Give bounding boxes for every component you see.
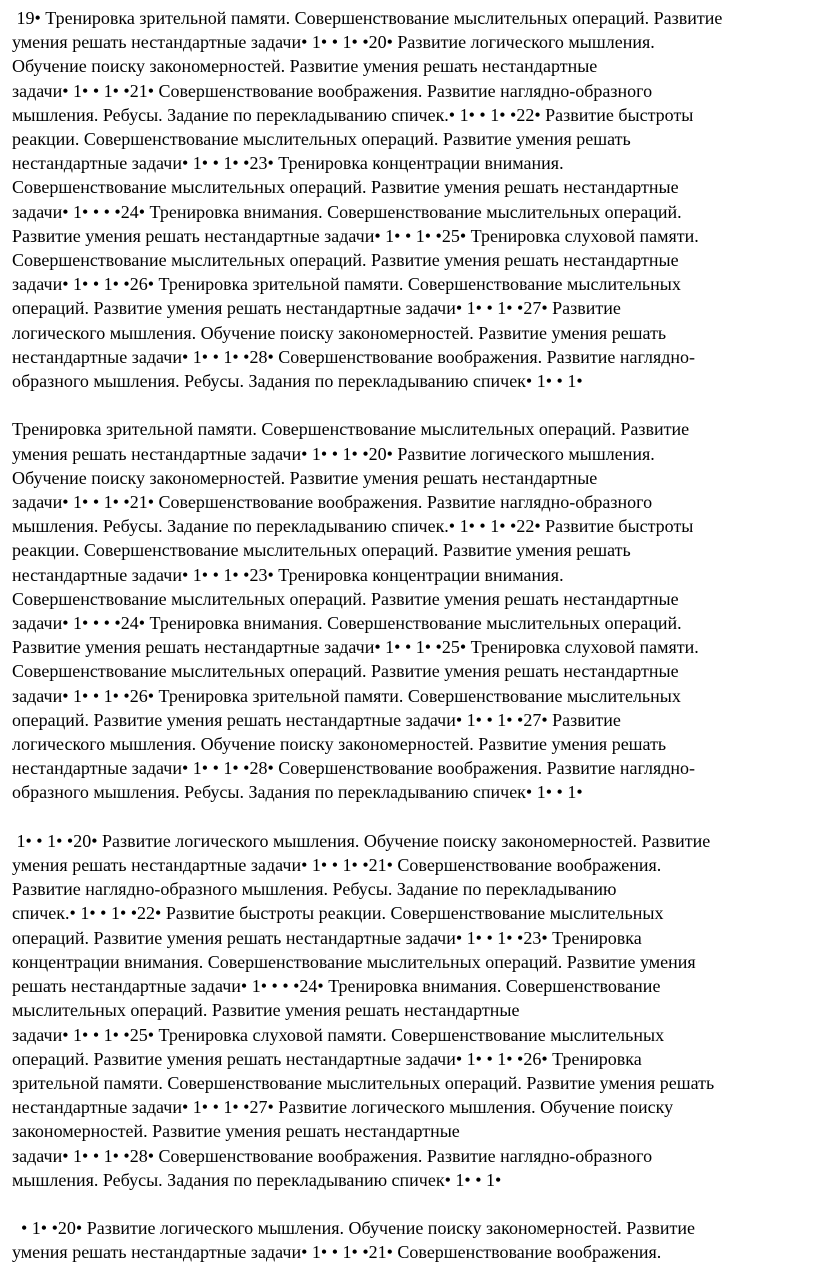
text-line: 19• Тренировка зрительной памяти. Совершенствование мыслительных операций. Развитие: [12, 8, 723, 28]
text-line: задачи• 1• • • •24• Тренировка внимания. Совершенствование мыслительных операций.: [12, 201, 682, 222]
text-line: реакции. Совершенствование мыслительных операций. Развитие умения решать: [12, 540, 631, 561]
text-line: концентрации внимания. Совершенствование мыслительных операций. Развитие умения: [12, 951, 696, 972]
text-line: умения решать нестандартные задачи• 1• • 1• •21• Совершенствование воображения.: [12, 1242, 662, 1263]
text-line: 1• • 1• •20• Развитие логического мышления. Обучение поиску закономерностей. Развитие: [12, 830, 711, 851]
text-line: Развитие умения решать нестандартные задачи• 1• • 1• •25• Тренировка слуховой памяти.: [12, 637, 699, 658]
text-line: задачи• 1• • 1• •28• Совершенствование воображения. Развитие наглядно-образного: [12, 1145, 653, 1166]
text-line: образного мышления. Ребусы. Задания по перекладыванию спичек• 1• • 1•: [12, 371, 583, 392]
text-line: мышления. Ребусы. Задание по перекладыванию спичек.• 1• • 1• •22• Развитие быстроты: [12, 104, 694, 125]
paragraph-3: [12, 829, 802, 1192]
paragraph-spacer: [12, 393, 802, 417]
text-line: Обучение поиску закономерностей. Развитие умения решать нестандартные: [12, 56, 598, 77]
text-line: • 1• •20• Развитие логического мышления. Обучение поиску закономерностей. Развитие: [12, 1218, 695, 1239]
text-line: операций. Развитие умения решать нестандартные задачи• 1• • 1• •23• Тренировка: [12, 927, 642, 948]
text-line: логического мышления. Обучение поиску закономерностей. Развитие умения решать: [12, 734, 667, 755]
text-line: реакции. Совершенствование мыслительных операций. Развитие умения решать: [12, 129, 631, 150]
paragraph-2: [12, 417, 802, 804]
text-line: нестандартные задачи• 1• • 1• •28• Совершенствование воображения. Развитие наглядно-: [12, 346, 696, 367]
text-line: Совершенствование мыслительных операций. Развитие умения решать нестандартные: [12, 250, 679, 271]
text-line: умения решать нестандартные задачи• 1• • 1• •20• Развитие логического мышления.: [12, 443, 655, 464]
text-line: Обучение поиску закономерностей. Развитие умения решать нестандартные: [12, 467, 598, 488]
text-line: закономерностей. Развитие умения решать нестандартные: [12, 1121, 460, 1142]
text-line: задачи• 1• • 1• •26• Тренировка зрительной памяти. Совершенствование мыслительных: [12, 685, 681, 706]
text-line: спичек.• 1• • 1• •22• Развитие быстроты реакции. Совершенствование мыслительных: [12, 903, 664, 924]
text-line: нестандартные задачи• 1• • 1• •28• Совершенствование воображения. Развитие наглядно-: [12, 758, 696, 779]
text-line: образного мышления. Ребусы. Задания по перекладыванию спичек• 1• • 1•: [12, 782, 583, 803]
text-line: задачи• 1• • • •24• Тренировка внимания. Совершенствование мыслительных операций.: [12, 613, 682, 634]
paragraph-4: [12, 1216, 802, 1264]
text-line: мышления. Ребусы. Задания по перекладыванию спичек• 1• • 1•: [12, 1169, 502, 1190]
text-line: решать нестандартные задачи• 1• • • •24• Тренировка внимания. Совершенствование: [12, 976, 661, 997]
text-line: нестандартные задачи• 1• • 1• •27• Развитие логического мышления. Обучение поиску: [12, 1097, 674, 1118]
paragraph-spacer: [12, 805, 802, 829]
paragraph-spacer: [12, 1192, 802, 1216]
text-line: Совершенствование мыслительных операций. Развитие умения решать нестандартные: [12, 177, 679, 198]
text-line: умения решать нестандартные задачи• 1• • 1• •21• Совершенствование воображения.: [12, 855, 662, 876]
text-line: операций. Развитие умения решать нестандартные задачи• 1• • 1• •26• Тренировка: [12, 1048, 642, 1069]
text-line: задачи• 1• • 1• •26• Тренировка зрительной памяти. Совершенствование мыслительных: [12, 274, 681, 295]
text-line: Развитие умения решать нестандартные задачи• 1• • 1• •25• Тренировка слуховой памяти.: [12, 225, 699, 246]
paragraph-1: [12, 6, 802, 393]
text-line: мышления. Ребусы. Задание по перекладыванию спичек.• 1• • 1• •22• Развитие быстроты: [12, 516, 694, 537]
text-line: Совершенствование мыслительных операций. Развитие умения решать нестандартные: [12, 588, 679, 609]
text-line: нестандартные задачи• 1• • 1• •23• Тренировка концентрации внимания.: [12, 564, 564, 585]
text-line: Совершенствование мыслительных операций. Развитие умения решать нестандартные: [12, 661, 679, 682]
text-line: задачи• 1• • 1• •21• Совершенствование воображения. Развитие наглядно-образного: [12, 80, 653, 101]
text-line: нестандартные задачи• 1• • 1• •23• Тренировка концентрации внимания.: [12, 153, 564, 174]
text-line: задачи• 1• • 1• •25• Тренировка слуховой памяти. Совершенствование мыслительных: [12, 1024, 665, 1045]
text-line: зрительной памяти. Совершенствование мыслительных операций. Развитие умения решать: [12, 1072, 715, 1093]
text-line: Тренировка зрительной памяти. Совершенствование мыслительных операций. Развитие: [12, 419, 690, 440]
text-line: операций. Развитие умения решать нестандартные задачи• 1• • 1• •27• Развитие: [12, 298, 621, 319]
text-line: умения решать нестандартные задачи• 1• • 1• •20• Развитие логического мышления.: [12, 32, 655, 53]
text-line: мыслительных операций. Развитие умения решать нестандартные: [12, 1000, 520, 1021]
text-line: логического мышления. Обучение поиску закономерностей. Развитие умения решать: [12, 322, 667, 343]
text-line: задачи• 1• • 1• •21• Совершенствование воображения. Развитие наглядно-образного: [12, 492, 653, 513]
text-line: операций. Развитие умения решать нестандартные задачи• 1• • 1• •27• Развитие: [12, 709, 621, 730]
text-line: Развитие наглядно-образного мышления. Ребусы. Задание по перекладыванию: [12, 879, 617, 900]
